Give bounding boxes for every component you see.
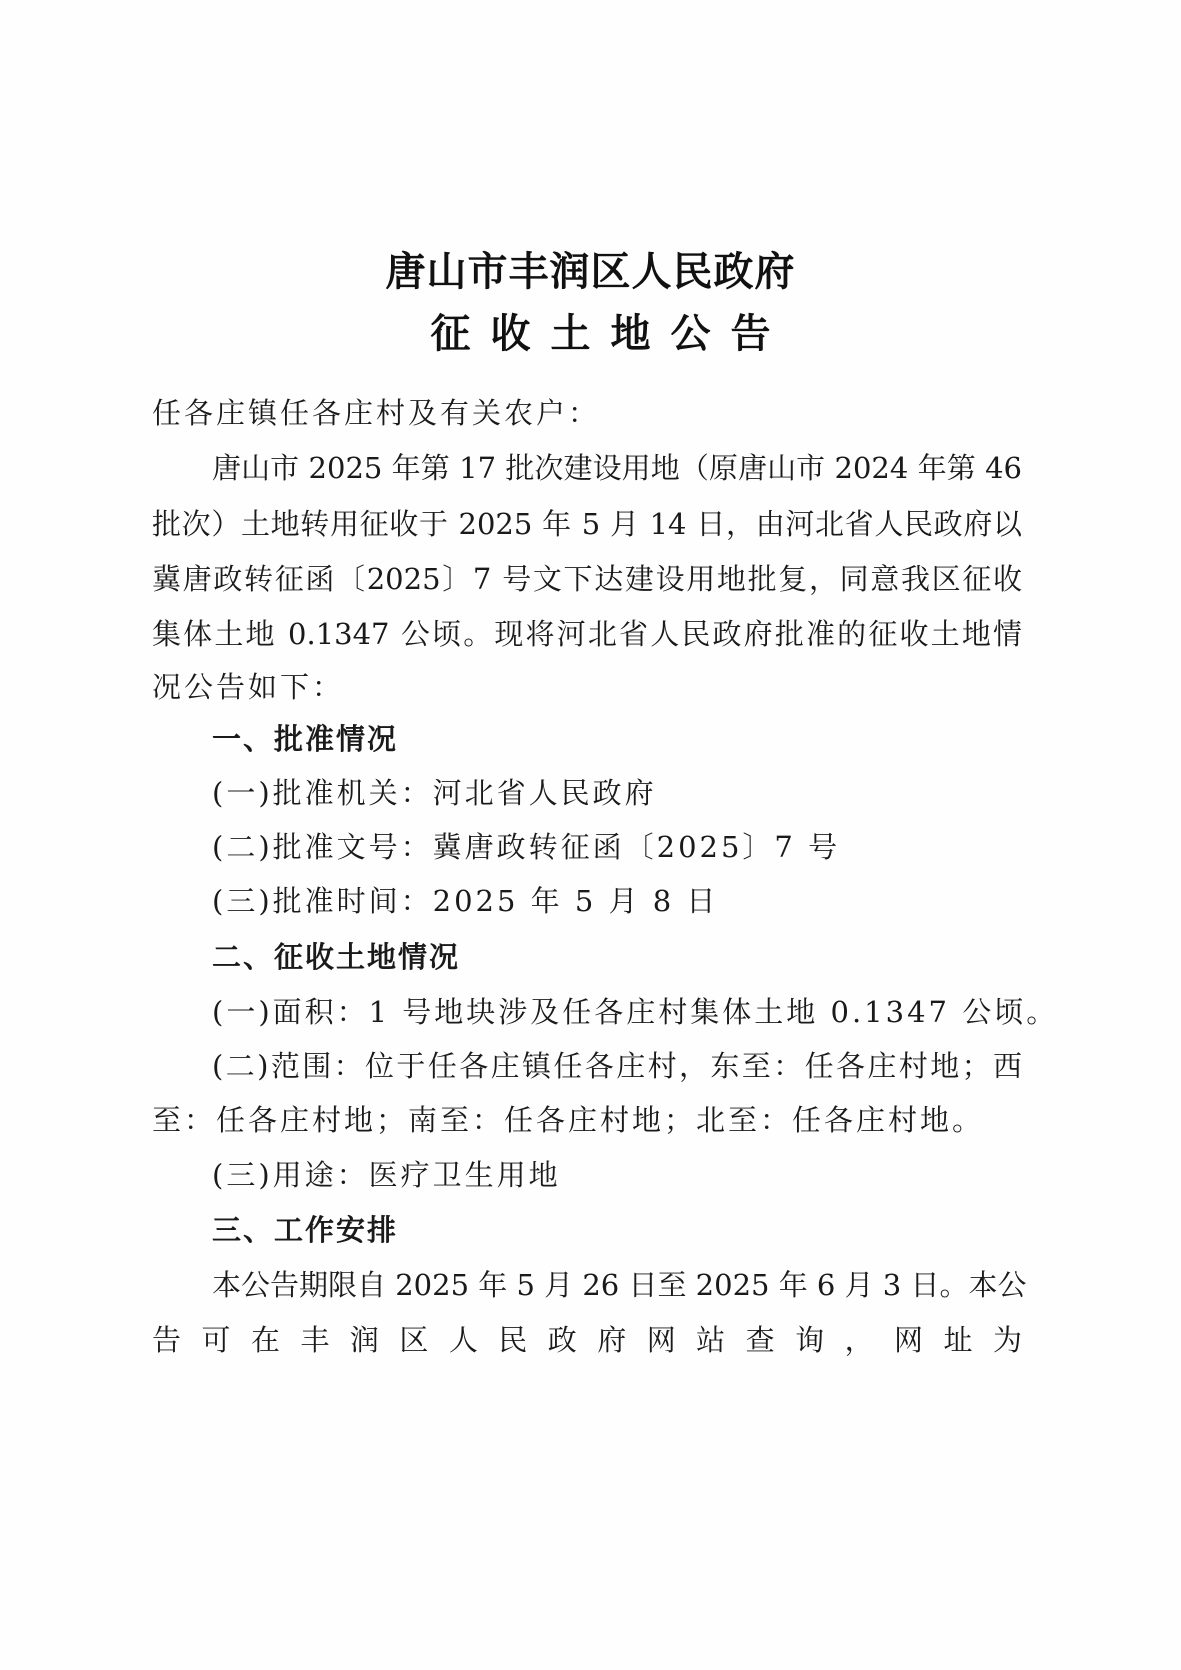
approval-authority: (一)批准机关：河北省人民政府 [212,776,657,810]
approval-date: (三)批准时间：2025 年 5 月 8 日 [212,884,719,918]
intro-line: 批次）土地转用征收于 2025 年 5 月 14 日，由河北省人民政府以 [152,507,1022,541]
land-scope-continued: 至：任各庄村地；南至：任各庄村地；北至：任各庄村地。 [152,1103,985,1137]
document-title: 唐山市丰润区人民政府 [385,248,796,295]
notice-website: 告可在丰润区人民政府网站查询，网址为 [152,1323,1022,1357]
intro-line: 唐山市 2025 年第 17 批次建设用地（原唐山市 2024 年第 46 [212,451,1022,485]
intro-line: 况公告如下： [152,670,345,704]
approval-document-number: (二)批准文号：冀唐政转征函〔2025〕7 号 [212,830,841,864]
notice-period: 本公告期限自 2025 年 5 月 26 日至 2025 年 6 月 3 日。本公 [212,1268,1027,1302]
section-heading: 二、征收土地情况 [212,940,461,974]
land-use: (三)用途：医疗卫生用地 [212,1158,561,1192]
land-area: (一)面积：1 号地块涉及任各庄村集体土地 0.1347 公顷。 [212,995,1059,1029]
intro-line: 冀唐政转征函〔2025〕7 号文下达建设用地批复，同意我区征收 [152,562,1022,596]
intro-line: 集体土地 0.1347 公顷。现将河北省人民政府批准的征收土地情 [152,617,1022,651]
land-scope: (二)范围：位于任各庄镇任各庄村，东至：任各庄村地；西 [212,1049,1022,1083]
salutation: 任各庄镇任各庄村及有关农户： [152,396,601,430]
section-heading: 一、批准情况 [212,722,399,756]
section-heading: 三、工作安排 [212,1213,399,1247]
document-subtitle: 征收土地公告 [430,310,791,357]
